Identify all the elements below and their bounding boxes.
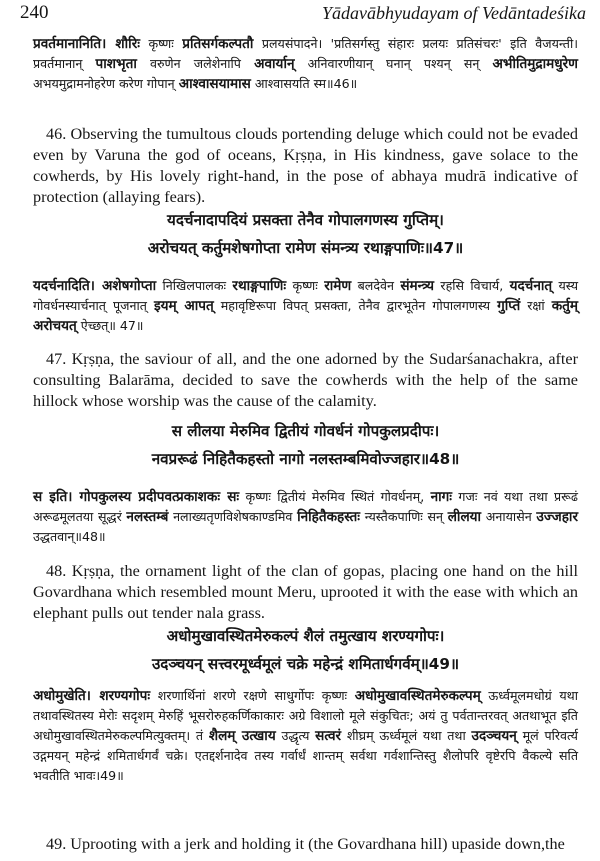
commentary-text: उद्धृत्य (275, 728, 316, 743)
commentary-text: अनायासेन (481, 509, 537, 524)
commentary-bold-phrase: शैलम् उत्खाय (208, 728, 276, 744)
commentary-bold-phrase: अरोचयत् (33, 318, 77, 334)
commentary-text: यस्य गोवर्धनस्यार्चनात् पूजनात् (33, 278, 578, 313)
commentary-bold-phrase: यदर्चनादिति। अशेषगोप्ता (33, 278, 157, 294)
commentary-text: गजः नवं यथा तथा प्ररूढं अरूढमूलतया सूद्धरं (33, 489, 578, 524)
commentary-text: कृष्णः द्वितीयं मेरुमिव स्थितं गोवर्धनम्, (239, 489, 431, 504)
commentary-text: अनिवारणीयान् घनान् पश्यन् सन् (294, 56, 493, 71)
commentary-text: आश्वासयति स्म॥46॥ (250, 76, 358, 91)
commentary-text: निखिलपालकः (156, 278, 233, 293)
commentary-49 (33, 686, 578, 786)
commentary-text: महावृष्टिरूपा विपत् प्रसक्ता, तेनैव द्वारभूतेन गोपालगणस्य (213, 298, 498, 313)
verse-line: अधोमुखावस्थितमेरुकल्पं शैलं तमुत्खाय शरण्यगोपः। (166, 627, 445, 645)
commentary-bold-phrase: उज्जहार (536, 509, 579, 525)
commentary-bold-phrase: अभीतिमुद्रामधुरेण (492, 56, 578, 72)
translation-48: 48. Kṛṣṇa, the ornament light of the clan of gopas, placing one hand on the hill Govardhana which resembled mount Meru, uprooted it with the ease with which an elephant pulls out tender nala grass. (33, 562, 578, 622)
commentary-text: प्रलयसंपादने। 'प्रतिसर्गस्तु संहारः प्रलयः प्रतिसंचरः' इति वैजयन्ती। प्रवर्तमानान् (33, 36, 578, 71)
commentary-bold-phrase: यदर्चनात् (509, 278, 553, 294)
commentary-bold-phrase: रथाङ्गपाणिः (232, 278, 287, 294)
commentary-bold-phrase: कर्तुम् (551, 298, 579, 314)
commentary-47 (33, 276, 578, 336)
commentary-text: अभयमुद्रामनोहरेण करेण गोपान् (33, 76, 179, 91)
commentary-bold-phrase: आश्वासयामास (178, 76, 251, 92)
verse-line: यदर्चनादापदियं प्रसक्ता तेनैव गोपालगणस्य गुप्तिम्। (167, 211, 444, 229)
commentary-bold-phrase: संमन्त्र्य (400, 278, 435, 294)
commentary-text: बलदेवेन (351, 278, 401, 293)
commentary-bold-phrase: पाशभृता (95, 56, 137, 72)
verse-48 (33, 417, 578, 479)
commentary-text: वरुणेन जलेशेनापि (136, 56, 255, 71)
commentary-bold-phrase: स इति। गोपकुलस्य प्रदीपवत्प्रकाशकः सः (33, 489, 240, 505)
commentary-bold-phrase: निहितैकहस्तः (297, 509, 361, 525)
commentary-bold-phrase: अधोमुखावस्थितमेरुकल्पम् (354, 688, 481, 704)
commentary-bold-phrase: अधोमुखेति। शरण्यगोपः (33, 688, 151, 704)
commentary-48 (33, 487, 578, 547)
commentary-text: रक्षां (520, 298, 552, 313)
commentary-bold-phrase: प्रवर्तमानानिति। शौरिः (33, 36, 141, 52)
commentary-text: न्यस्तैकपाणिः सन् (360, 509, 448, 524)
page-header (20, 2, 586, 28)
commentary-text: शरणार्थिनां शरणे रक्षणे साधुर्गोपः कृष्णः (150, 688, 355, 703)
verse-49 (33, 622, 578, 684)
translation-46: 46. Observing the tumultous clouds portending deluge which could not be evaded even by Varuna the god of oceans, Kṛṣṇa, in His kindness, gave solace to the cowherds, by His lovely right-hand, in the pose of abhaya mudrā indicative of protection (allaying fears). (33, 125, 578, 206)
commentary-text: मूलं परिवर्त्य उद्गमयन् महेन्द्रं शमितार्धगर्वं चक्रे। एतद्दर्शनादेव तस्य गर्वार्धं शान्तम् सर्वथा गर्वशान्तिस्तु शैलोपरि वृष्टेरपि वैकल्ये सति भवतीति भावः।49॥ (33, 728, 578, 783)
commentary-bold-phrase: अवार्यान् (254, 56, 295, 72)
commentary-bold-phrase: सत्वरं (315, 728, 342, 744)
translation-47: 47. Kṛṣṇa, the saviour of all, and the one adorned by the Sudarśanachakra, after consulting Balarāma, decided to save the cowherds with the help of the same hillock whose worship was the cause of the calamity. (33, 350, 578, 410)
running-title: Yādavābhyudayam of Vedāntadeśika (322, 3, 586, 23)
commentary-text: कृष्णः (140, 36, 183, 51)
page-number: 240 (20, 2, 49, 23)
commentary-bold-phrase: रामेण (324, 278, 352, 294)
verse-47 (33, 206, 578, 268)
verse-line: अरोचयत् कर्तुमशेषगोप्ता रामेण संमन्त्र्य रथाङ्गपाणिः॥47॥ (147, 239, 464, 257)
commentary-bold-phrase: इयम् आपत् (153, 298, 214, 314)
commentary-bold-phrase: नागः (430, 489, 453, 505)
commentary-46 (33, 34, 578, 94)
verse-line: नवप्ररूढं निहितैकहस्तो नागो नलस्तम्बमिवोज्जहार॥48॥ (151, 450, 460, 468)
commentary-text: ऐच्छत्॥ 47॥ (76, 318, 144, 333)
translation-49: 49. Uprooting with a jerk and holding it (the Govardhana hill) upaside down,the (46, 835, 565, 853)
verse-line: उदञ्चयन् सत्त्वरमूर्ध्वमूलं चक्रे महेन्द्रं शमितार्धगर्वम्॥49॥ (151, 655, 460, 673)
commentary-text: रहसि विचार्य, (434, 278, 510, 293)
commentary-bold-phrase: लीलया (447, 509, 482, 525)
commentary-text: कृष्णः (286, 278, 325, 293)
commentary-bold-phrase: उदञ्चयन् (471, 728, 517, 744)
commentary-text: उद्धतवान्॥48॥ (33, 529, 106, 544)
commentary-text: शीघ्रम् ऊर्ध्वमूलं यथा तथा (341, 728, 472, 743)
commentary-text: ऊर्ध्वमूलमधोग्रं यथा तथावस्थितस्य मेरोः सदृशम् मेरुहिं भूसरोरुहकर्णिकाकारः अग्रे विशालो मूले संकुचितः; अयं तु पर्वतान्तरवत् अतथाभूत इति अधोमुखावस्थितमेरुकल्पमित्युक्तम्। तं (33, 688, 578, 743)
commentary-bold-phrase: प्रतिसर्गकल्पतौ (182, 36, 254, 52)
commentary-bold-phrase: गुप्तिं (497, 298, 521, 314)
commentary-text: नलाख्यतृणविशेषकाण्डमिव (168, 509, 298, 524)
commentary-bold-phrase: नलस्तम्बं (126, 509, 169, 525)
verse-line: स लीलया मेरुमिव द्वितीयं गोवर्धनं गोपकुलप्रदीपः। (171, 422, 440, 440)
